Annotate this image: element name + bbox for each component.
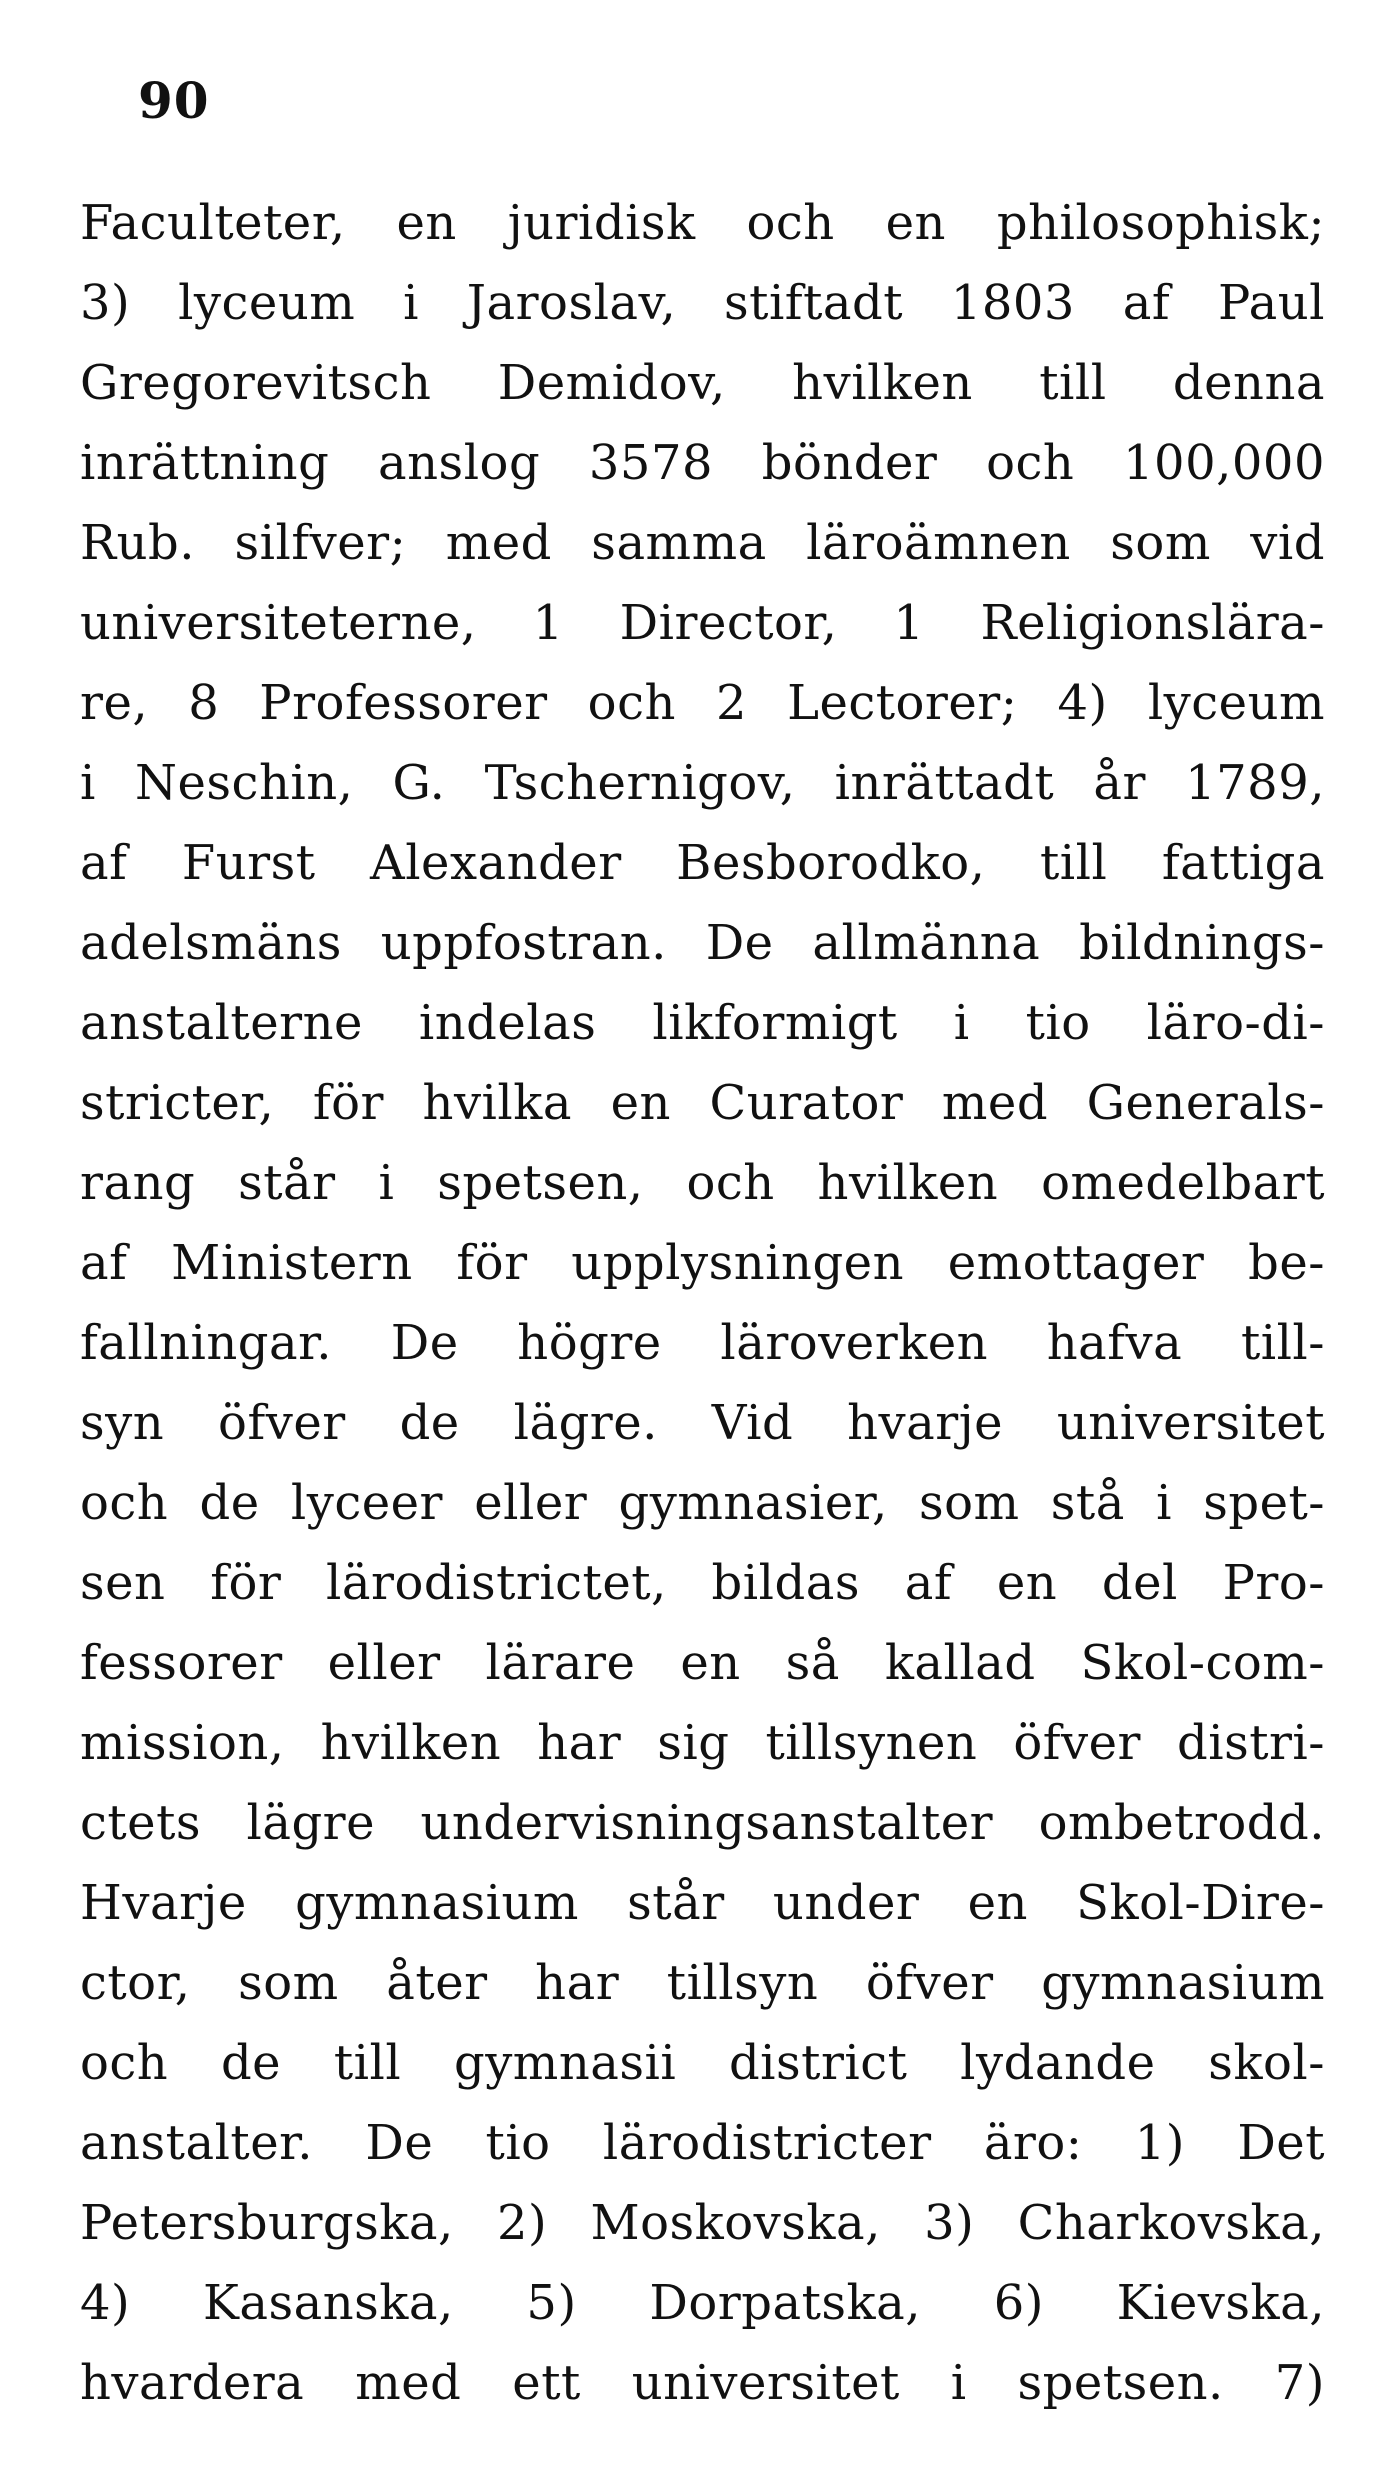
- text-line: fallningar. De högre läroverken hafva till-: [80, 1315, 1325, 1371]
- text-line: anstalterne indelas likformigt i tio läro-di-: [80, 995, 1325, 1051]
- text-line: Hvarje gymnasium står under en Skol-Dire-: [80, 1875, 1325, 1931]
- text-line: Petersburgska, 2) Moskovska, 3) Charkovska,: [80, 2195, 1325, 2251]
- text-line: fessorer eller lärare en så kallad Skol-com-: [80, 1635, 1325, 1691]
- text-line: hvardera med ett universitet i spetsen. 7): [80, 2355, 1325, 2411]
- text-line: sen för lärodistrictet, bildas af en del Pro-: [80, 1555, 1325, 1611]
- text-line: inrättning anslog 3578 bönder och 100,000: [80, 435, 1325, 491]
- text-line: 4) Kasanska, 5) Dorpatska, 6) Kievska,: [80, 2275, 1325, 2331]
- text-line: syn öfver de lägre. Vid hvarje universitet: [80, 1395, 1325, 1451]
- text-line: af Ministern för upplysningen emottager be-: [80, 1235, 1325, 1291]
- text-line: anstalter. De tio lärodistricter äro: 1) Det: [80, 2115, 1325, 2171]
- text-line: 3) lyceum i Jaroslav, stiftadt 1803 af Paul: [80, 275, 1325, 331]
- text-line: ctets lägre undervisningsanstalter ombetrodd.: [80, 1795, 1325, 1851]
- text-line: ctor, som åter har tillsyn öfver gymnasium: [80, 1955, 1325, 2011]
- page-number: 90: [138, 71, 210, 130]
- text-line: mission, hvilken har sig tillsynen öfver distri-: [80, 1715, 1325, 1771]
- body-text: [80, 183, 1325, 2423]
- text-line: och de lyceer eller gymnasier, som stå i spet-: [80, 1475, 1325, 1531]
- text-line: re, 8 Professorer och 2 Lectorer; 4) lyceum: [80, 675, 1325, 731]
- text-line: Faculteter, en juridisk och en philosophisk;: [80, 195, 1325, 251]
- text-line: Gregorevitsch Demidov, hvilken till denna: [80, 355, 1325, 411]
- text-line: af Furst Alexander Besborodko, till fattiga: [80, 835, 1325, 891]
- text-line: Rub. silfver; med samma läroämnen som vid: [80, 515, 1325, 571]
- text-line: adelsmäns uppfostran. De allmänna bildnings-: [80, 915, 1325, 971]
- text-line: universiteterne, 1 Director, 1 Religionslära-: [80, 595, 1325, 651]
- text-line: rang står i spetsen, och hvilken omedelbart: [80, 1155, 1325, 1211]
- text-line: och de till gymnasii district lydande skol-: [80, 2035, 1325, 2091]
- text-line: stricter, för hvilka en Curator med Generals-: [80, 1075, 1325, 1131]
- text-line: i Neschin, G. Tschernigov, inrättadt år 1789,: [80, 755, 1325, 811]
